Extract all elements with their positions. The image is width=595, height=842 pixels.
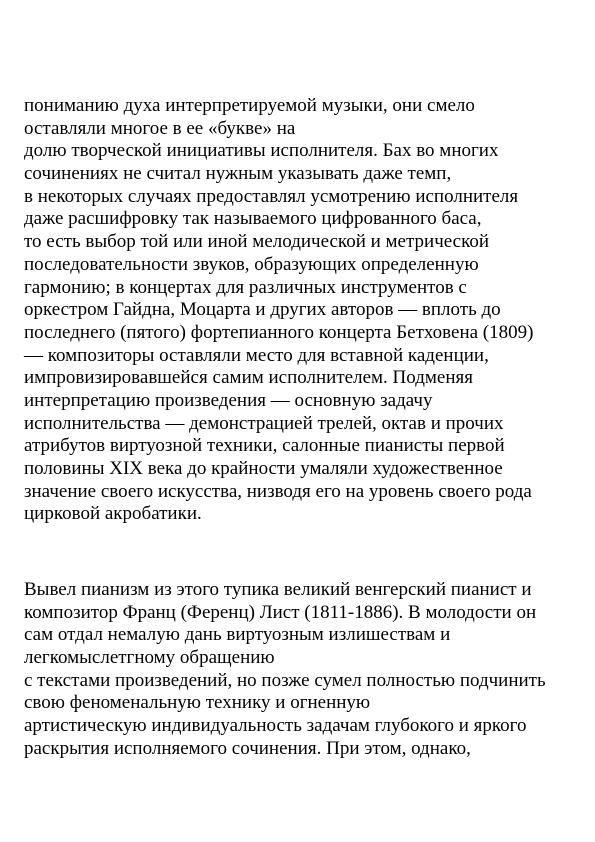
text-line: в некоторых случаях предоставлял усмотрению исполнителя xyxy=(24,185,519,207)
text-line: Вывел пианизм из этого тупика великий венгерский пианист и xyxy=(24,579,532,600)
text-line: гармонию; в концертах для различных инструментов с xyxy=(24,276,467,298)
text-line: оркестром Гайдна, Моцарта и других авторов — вплоть до xyxy=(24,299,501,321)
text-line: половины XIX века до крайности умаляли художественное xyxy=(24,458,503,479)
text-line: свою феноменальную технику и огненную xyxy=(24,692,371,714)
text-line: долю творческой инициативы исполнителя. Бах во многих xyxy=(24,140,499,162)
text-line: последовательности звуков, образующих определенную xyxy=(24,253,479,275)
text-line: — композиторы оставляли место для вставной каденции, xyxy=(24,344,489,366)
text-line: композитор Франц (Ференц) Лист (1811-1886). В молодости он xyxy=(24,601,537,623)
text-line: раскрытия исполняемого сочинения. При этом, однако, xyxy=(24,737,471,759)
paragraph-2 xyxy=(24,579,584,761)
text-line: даже расшифровку так называемого цифрованного баса, xyxy=(24,208,482,230)
text-line: легкомыслетгному обращению xyxy=(24,647,275,669)
text-line: артистическую индивидуальность задачам глубокого и яркого xyxy=(24,715,527,737)
text-line: сочинениях не считал нужным указывать даже темп, xyxy=(24,163,452,185)
text-line: сам отдал немалую дань виртуозным излишествам и xyxy=(24,624,451,646)
text-line: импровизировавшейся самим исполнителем. Подменяя xyxy=(24,367,473,389)
text-line: пониманию духа интерпретируемой музыки, они смело xyxy=(24,95,475,116)
text-line: исполнительства — демонстрацией трелей, октав и прочих xyxy=(24,412,504,434)
text-line: цирковой акробатики. xyxy=(24,503,202,525)
text-line: то есть выбор той или иной мелодической и метрической xyxy=(24,231,490,253)
text-line: с текстами произведений, но позже сумел полностью подчинить xyxy=(24,669,546,691)
text-line: последнего (пятого) фортепианного концерта Бетховена (1809) xyxy=(24,321,534,343)
text-line: значение своего искусства, низводя его на уровень своего рода xyxy=(24,480,532,502)
text-line: оставляли многое в ее «букве» на xyxy=(24,117,296,139)
text-line: интерпретацию произведения — основную задачу xyxy=(24,389,433,411)
paragraph-1 xyxy=(24,95,584,526)
text-line: атрибутов виртуозной техники, салонные пианисты первой xyxy=(24,435,505,457)
